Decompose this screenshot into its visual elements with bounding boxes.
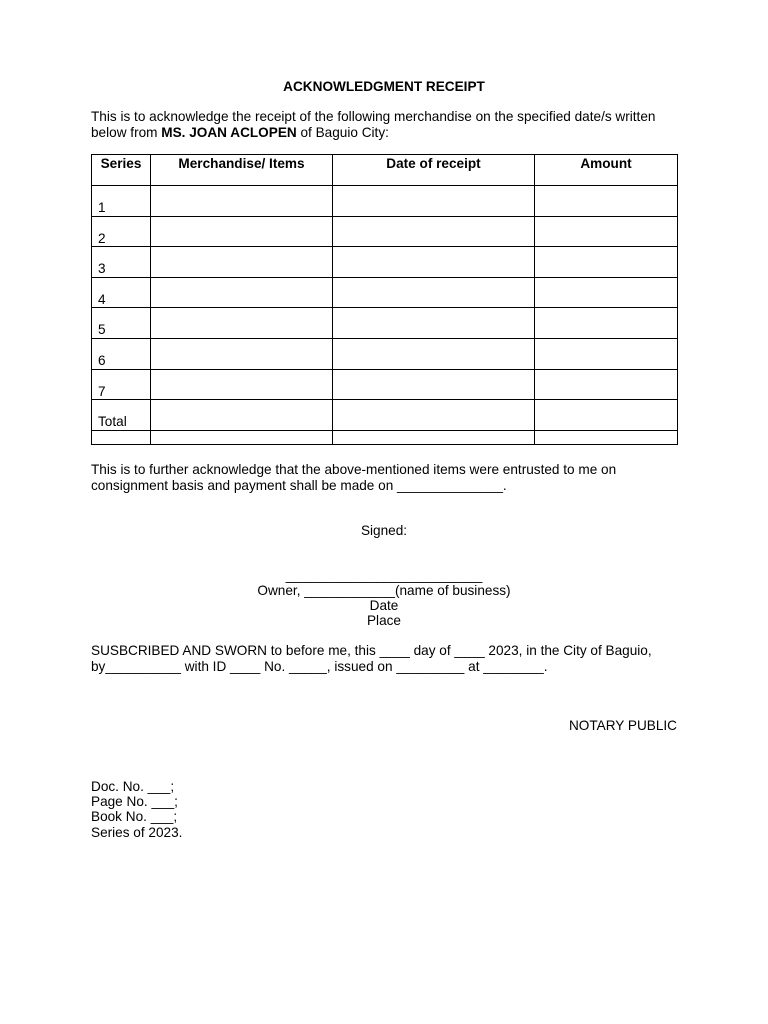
cell-merchandise[interactable] — [151, 338, 333, 369]
series-line: Series of 2023. — [91, 824, 183, 840]
notary-public-label: NOTARY PUBLIC — [568, 718, 677, 733]
cell-date[interactable] — [333, 186, 535, 217]
row-number: 1 — [92, 186, 151, 217]
header-series: Series — [92, 155, 151, 186]
cell-date[interactable] — [333, 369, 535, 400]
table-row — [92, 277, 678, 308]
row-number: 2 — [92, 216, 151, 247]
cell-merchandise[interactable] — [151, 400, 333, 431]
merchandise-table — [91, 154, 678, 445]
cell-date[interactable] — [333, 216, 535, 247]
table-row — [92, 186, 678, 217]
cell-blank — [535, 430, 678, 444]
table-header-row — [92, 155, 678, 186]
table-row — [92, 247, 678, 278]
doc-number-line: Doc. No. ___; — [91, 779, 175, 794]
cell-amount[interactable] — [535, 247, 678, 278]
table-row — [92, 338, 678, 369]
cell-amount[interactable] — [535, 186, 678, 217]
table-row — [92, 308, 678, 339]
cell-merchandise[interactable] — [151, 216, 333, 247]
signed-label: Signed: — [360, 523, 408, 538]
cell-merchandise[interactable] — [151, 186, 333, 217]
cell-merchandise[interactable] — [151, 247, 333, 278]
cell-amount[interactable] — [535, 400, 678, 431]
cell-blank — [151, 430, 333, 444]
header-merchandise: Merchandise/ Items — [151, 155, 333, 186]
cell-date[interactable] — [333, 400, 535, 431]
document-title: ACKNOWLEDGMENT RECEIPT — [283, 79, 485, 94]
row-number: 5 — [92, 308, 151, 339]
sworn-paragraph: SUSBCRIBED AND SWORN to before me, this ____ day of ____ 2023, in the City of Baguio, by__________ with ID ____ No. _____, issued on _________ at ________. — [91, 643, 652, 674]
intro-text-before: This is to acknowledge the receipt of the following merchandise on the specified date/s written below from — [91, 109, 656, 140]
table-row — [92, 216, 678, 247]
header-amount: Amount — [535, 155, 678, 186]
document-reference-block — [91, 779, 182, 840]
row-total-label: Total — [92, 400, 151, 431]
row-number: 6 — [92, 338, 151, 369]
cell-date[interactable] — [333, 247, 535, 278]
cell-amount[interactable] — [535, 338, 678, 369]
signature-line: __________________________ — [285, 568, 483, 583]
cell-date[interactable] — [333, 308, 535, 339]
consignment-paragraph: This is to further acknowledge that the above-mentioned items were entrusted to me on consignment basis and payment shall be made on ______________. — [91, 462, 617, 493]
row-number: 3 — [92, 247, 151, 278]
cell-date[interactable] — [333, 338, 535, 369]
owner-line: Owner, ____________(name of business) — [257, 583, 511, 598]
cell-blank — [333, 430, 535, 444]
date-label: Date — [369, 598, 399, 613]
row-number: 7 — [92, 369, 151, 400]
table-row — [92, 369, 678, 400]
consignor-name: MS. JOAN ACLOPEN — [161, 124, 297, 140]
header-date: Date of receipt — [333, 155, 535, 186]
intro-text-after: of Baguio City: — [296, 124, 389, 140]
cell-merchandise[interactable] — [151, 277, 333, 308]
place-label: Place — [366, 613, 401, 628]
cell-date[interactable] — [333, 277, 535, 308]
book-number-line: Book No. ___; — [91, 809, 178, 825]
row-number: 4 — [92, 277, 151, 308]
page-number-line: Page No. ___; — [91, 794, 178, 810]
cell-amount[interactable] — [535, 308, 678, 339]
cell-amount[interactable] — [535, 369, 678, 400]
cell-merchandise[interactable] — [151, 308, 333, 339]
intro-paragraph — [91, 109, 691, 140]
table-row-total — [92, 400, 678, 431]
cell-blank — [92, 430, 151, 444]
cell-amount[interactable] — [535, 277, 678, 308]
table-row-blank — [92, 430, 678, 444]
cell-merchandise[interactable] — [151, 369, 333, 400]
cell-amount[interactable] — [535, 216, 678, 247]
